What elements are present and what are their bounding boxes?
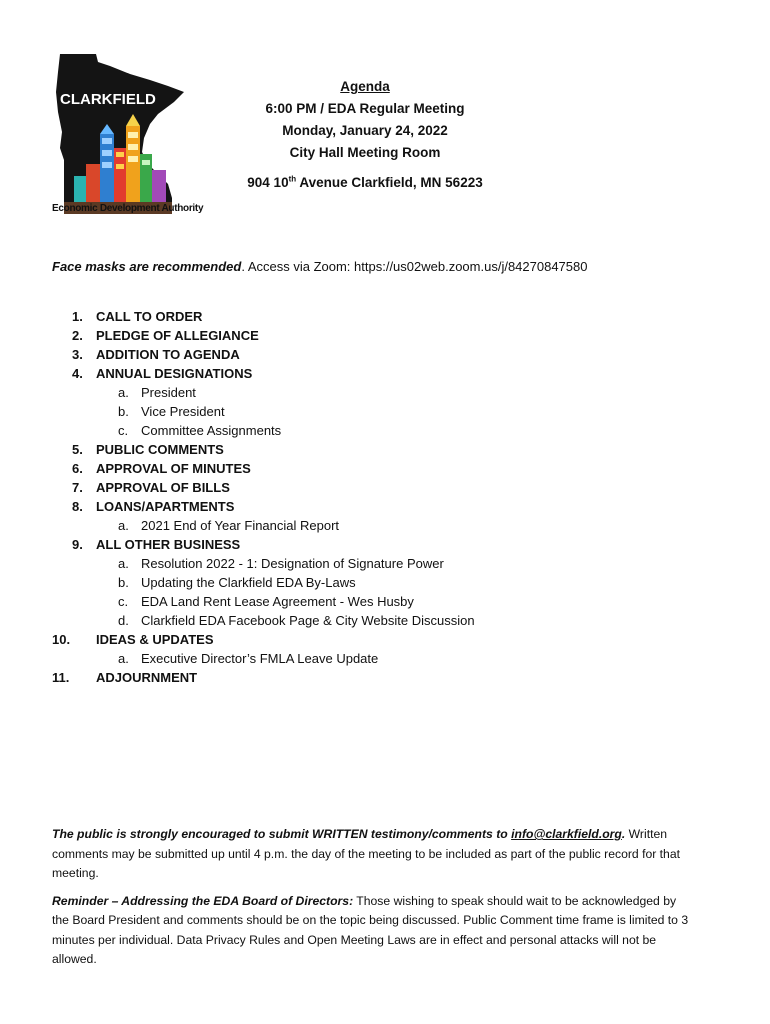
agenda-subitem-label: Updating the Clarkfield EDA By-Laws <box>141 575 356 590</box>
agenda-subitem <box>52 383 732 402</box>
meeting-room: City Hall Meeting Room <box>289 145 441 160</box>
agenda-item <box>52 326 732 345</box>
agenda-item <box>52 497 732 516</box>
agenda-subitem <box>52 649 732 668</box>
agenda-item-number: 4. <box>72 366 83 381</box>
agenda-list <box>52 307 732 687</box>
agenda-item-label: APPROVAL OF BILLS <box>96 480 230 495</box>
meeting-address <box>200 172 530 194</box>
agenda-item-label: PUBLIC COMMENTS <box>96 442 224 457</box>
reminder-lead: Reminder – Addressing the EDA Board of Directors: <box>52 893 354 908</box>
agenda-subitem-label: President <box>141 385 196 400</box>
agenda-item-label: ADDITION TO AGENDA <box>96 347 240 362</box>
agenda-item-label: ANNUAL DESIGNATIONS <box>96 366 253 381</box>
address-suffix: th <box>288 174 297 184</box>
agenda-item-label: ADJOURNMENT <box>96 670 198 685</box>
agenda-item <box>52 307 732 326</box>
agenda-item-number: 10. <box>52 632 71 647</box>
agenda-subitem-letter: b. <box>118 575 129 590</box>
agenda-subitem <box>52 554 732 573</box>
agenda-item-number: 3. <box>72 347 83 362</box>
address-rest: Avenue Clarkfield, MN 56223 <box>296 175 483 190</box>
zoom-notice <box>52 259 587 274</box>
agenda-subitem-label: EDA Land Rent Lease Agreement - Wes Husby <box>141 594 414 609</box>
agenda-subitem-letter: a. <box>118 385 129 400</box>
agenda-subitem <box>52 402 732 421</box>
agenda-item-number: 2. <box>72 328 83 343</box>
meeting-date: Monday, January 24, 2022 <box>282 123 448 138</box>
agenda-item <box>52 345 732 364</box>
agenda-header <box>200 76 530 194</box>
reminder-rest: Those wishing to speak should wait to be acknowledged by the Board President and comments should be on the topic being discussed. Public Comment time frame is limited to 3 minutes per individual. Data Privacy Rules and Open Meeting Laws are in effect and personal attacks will not be allowed. <box>52 893 689 966</box>
agenda-subitem <box>52 592 732 611</box>
public-notice <box>52 825 692 978</box>
agenda-subitem-letter: c. <box>118 594 129 609</box>
agenda-item-number: 6. <box>72 461 83 476</box>
agenda-item-number: 7. <box>72 480 83 495</box>
agenda-item-label: ALL OTHER BUSINESS <box>96 537 241 552</box>
agenda-item <box>52 535 732 554</box>
agenda-subitem-letter: a. <box>118 556 129 571</box>
agenda-item-number: 1. <box>72 309 83 324</box>
svg-text:CLARKFIELD: CLARKFIELD <box>60 91 156 108</box>
agenda-subitem-letter: c. <box>118 423 129 438</box>
agenda-item-number: 8. <box>72 499 83 514</box>
testimony-paragraph <box>52 825 692 884</box>
agenda-subitem-letter: a. <box>118 518 129 533</box>
agenda-item <box>52 364 732 383</box>
agenda-subitem-label: Committee Assignments <box>141 423 282 438</box>
agenda-subitem-label: Clarkfield EDA Facebook Page & City Website Discussion <box>141 613 475 628</box>
agenda-item-number: 11. <box>52 670 70 685</box>
zoom-link-text: . Access via Zoom: https://us02web.zoom.us/j/84270847580 <box>241 259 588 274</box>
eda-logo <box>50 52 190 218</box>
agenda-subitem-letter: d. <box>118 613 129 628</box>
agenda-subitem-letter: b. <box>118 404 129 419</box>
page-title: Agenda <box>340 79 390 94</box>
agenda-item-label: IDEAS & UPDATES <box>96 632 214 647</box>
agenda-item-number: 9. <box>72 537 83 552</box>
testimony-rest: Written comments may be submitted up until 4 p.m. the day of the meeting to be included as part of the public record for that meeting. <box>52 827 681 880</box>
agenda-subitem-label: Resolution 2022 - 1: Designation of Signature Power <box>141 556 444 571</box>
agenda-item-label: PLEDGE OF ALLEGIANCE <box>96 328 259 343</box>
mask-notice: Face masks are recommended <box>52 259 242 274</box>
agenda-item <box>52 668 732 687</box>
agenda-item <box>52 630 732 649</box>
minnesota-map-icon <box>50 52 190 218</box>
agenda-subitem <box>52 516 732 535</box>
agenda-subitem <box>52 611 732 630</box>
agenda-subitem-letter: a. <box>118 651 129 666</box>
agenda-item-label: LOANS/APARTMENTS <box>96 499 235 514</box>
reminder-paragraph <box>52 892 692 970</box>
agenda-subitem <box>52 573 732 592</box>
agenda-item-number: 5. <box>72 442 83 457</box>
testimony-dot: . <box>621 827 626 841</box>
agenda-item <box>52 459 732 478</box>
agenda-subitem-label: Executive Director’s FMLA Leave Update <box>141 651 379 666</box>
agenda-item <box>52 478 732 497</box>
agenda-subitem-label: Vice President <box>141 404 225 419</box>
address-number: 904 10 <box>247 175 289 190</box>
email-link[interactable]: info@clarkfield.org <box>511 827 622 841</box>
agenda-item-label: CALL TO ORDER <box>96 309 203 324</box>
testimony-lead: The public is strongly encouraged to submit WRITTEN testimony/comments to <box>52 827 512 841</box>
agenda-subitem <box>52 421 732 440</box>
agenda-item-label: APPROVAL OF MINUTES <box>96 461 251 476</box>
agenda-item <box>52 440 732 459</box>
logo-caption: Economic Development Authority <box>52 203 204 214</box>
meeting-time: 6:00 PM / EDA Regular Meeting <box>265 101 465 116</box>
agenda-subitem-label: 2021 End of Year Financial Report <box>141 518 340 533</box>
